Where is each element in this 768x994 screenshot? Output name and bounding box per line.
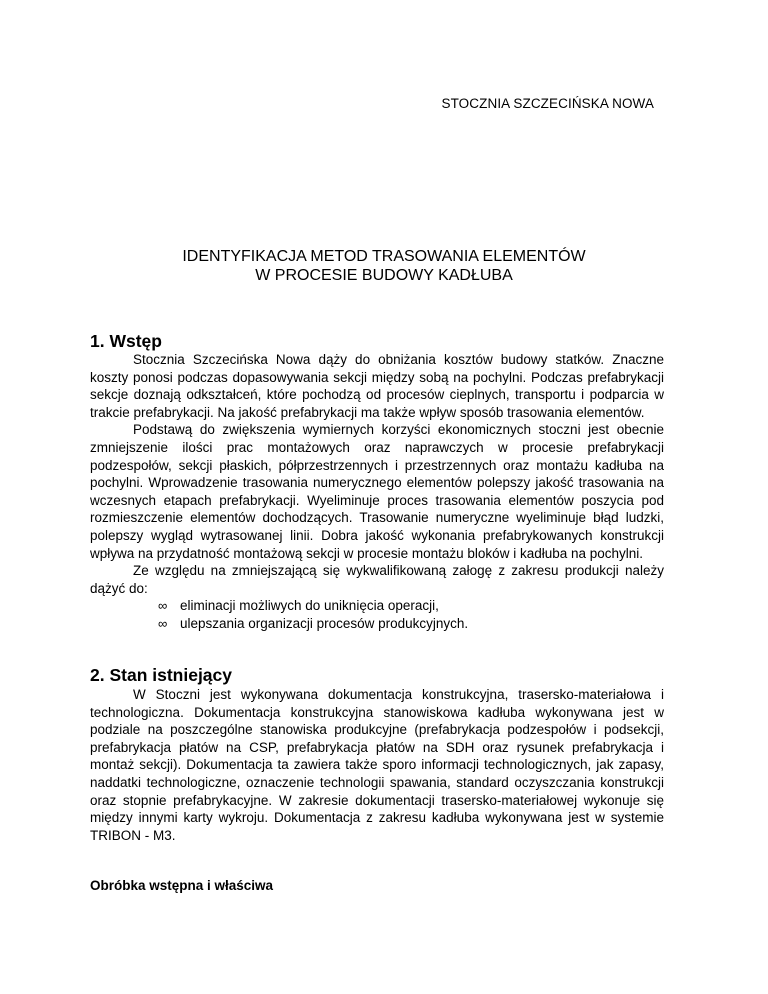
section-heading-current-state: 2. Stan istniejący: [90, 665, 233, 685]
document-title: [0, 247, 768, 285]
paragraph: Podstawą do zwiększenia wymiernych korzyści ekonomicznych stoczni jest obecnie zmniejszenie ilości prac montażowych oraz naprawczych w procesie prefabrykacji podzespołów, sekcji płaskich, półprzestrzennych i przestrzennych oraz montażu kadłuba na pochylni. Wprowadzenie trasowania numerycznego elementów polepszy jakość trasowania na wczesnych etapach prefabrykacji. Wyeliminuje proces trasowania elementów poszycia pod rozmieszczenie elementów dochodzących. Trasowanie numeryczne wyeliminuje błąd ludzki, polepszy wygląd wytrasowanej linii. Dobra jakość wykonania prefabrykowanych konstrukcji wpływa na przydatność montażową sekcji w procesie montażu bloków i kadłuba na pochylni.: [90, 422, 664, 561]
paragraph: Ze względu na zmniejszającą się wykwalifikowaną załogę z zakresu produkcji należy dążyć do:: [90, 563, 664, 596]
paragraph: Stocznia Szczecińska Nowa dąży do obniżania kosztów budowy statków. Znaczne koszty ponosi podczas dopasowywania sekcji między sobą na pochylni. Podczas prefabrykacji sekcje doznają odkształceń, które pochodzą od procesów cieplnych, transportu i podparcia w trakcie prefabrykacji. Na jakość prefabrykacji ma także wpływ sposób trasowania elementów.: [90, 352, 664, 420]
paragraph: W Stoczni jest wykonywana dokumentacja konstrukcyjna, trasersko-materiałowa i technologiczna. Dokumentacja konstrukcyjna stanowiskowa kadłuba wykonywana jest w podziale na poszczególne stanowiska produkcyjne (prefabrykacja podzespołów i podsekcji, prefabrykacja płatów na CSP, prefabrykacja płatów na SDH oraz rysunek prefabrykacja i montaż sekcji). Dokumentacja ta zawiera także sporo informacji technologicznych, jak zapasy, naddatki technologiczne, oznaczenie technologii spawania, standard oczyszczania konstrukcji oraz stopnie prefabrykacyjne. W zakresie dokumentacji trasersko-materiałowej wykonuje się między innymi karty wykroju. Dokumentacja z zakresu kadłuba wykonywana jest w systemie TRIBON - M3.: [90, 687, 664, 843]
subsection-heading: Obróbka wstępna i właściwa: [90, 878, 274, 893]
list-item-text: eliminacji możliwych do uniknięcia operacji,: [180, 598, 439, 614]
bullet-icon: ∞: [158, 598, 168, 614]
document-title-line-2: W PROCESIE BUDOWY KADŁUBA: [255, 267, 513, 284]
list-item: [158, 597, 664, 615]
list-item-text: ulepszania organizacji procesów produkcyjnych.: [180, 615, 469, 631]
section-introduction-body: [90, 351, 664, 633]
bullet-list: [90, 597, 664, 632]
document-title-line-1: IDENTYFIKACJA METOD TRASOWANIA ELEMENTÓW: [182, 248, 586, 265]
list-item: [158, 615, 664, 633]
bullet-icon: ∞: [158, 615, 168, 631]
section-current-state-body: [90, 686, 664, 844]
organization-header: STOCZNIA SZCZECIŃSKA NOWA: [441, 96, 654, 111]
section-heading-introduction: 1. Wstęp: [90, 331, 162, 351]
